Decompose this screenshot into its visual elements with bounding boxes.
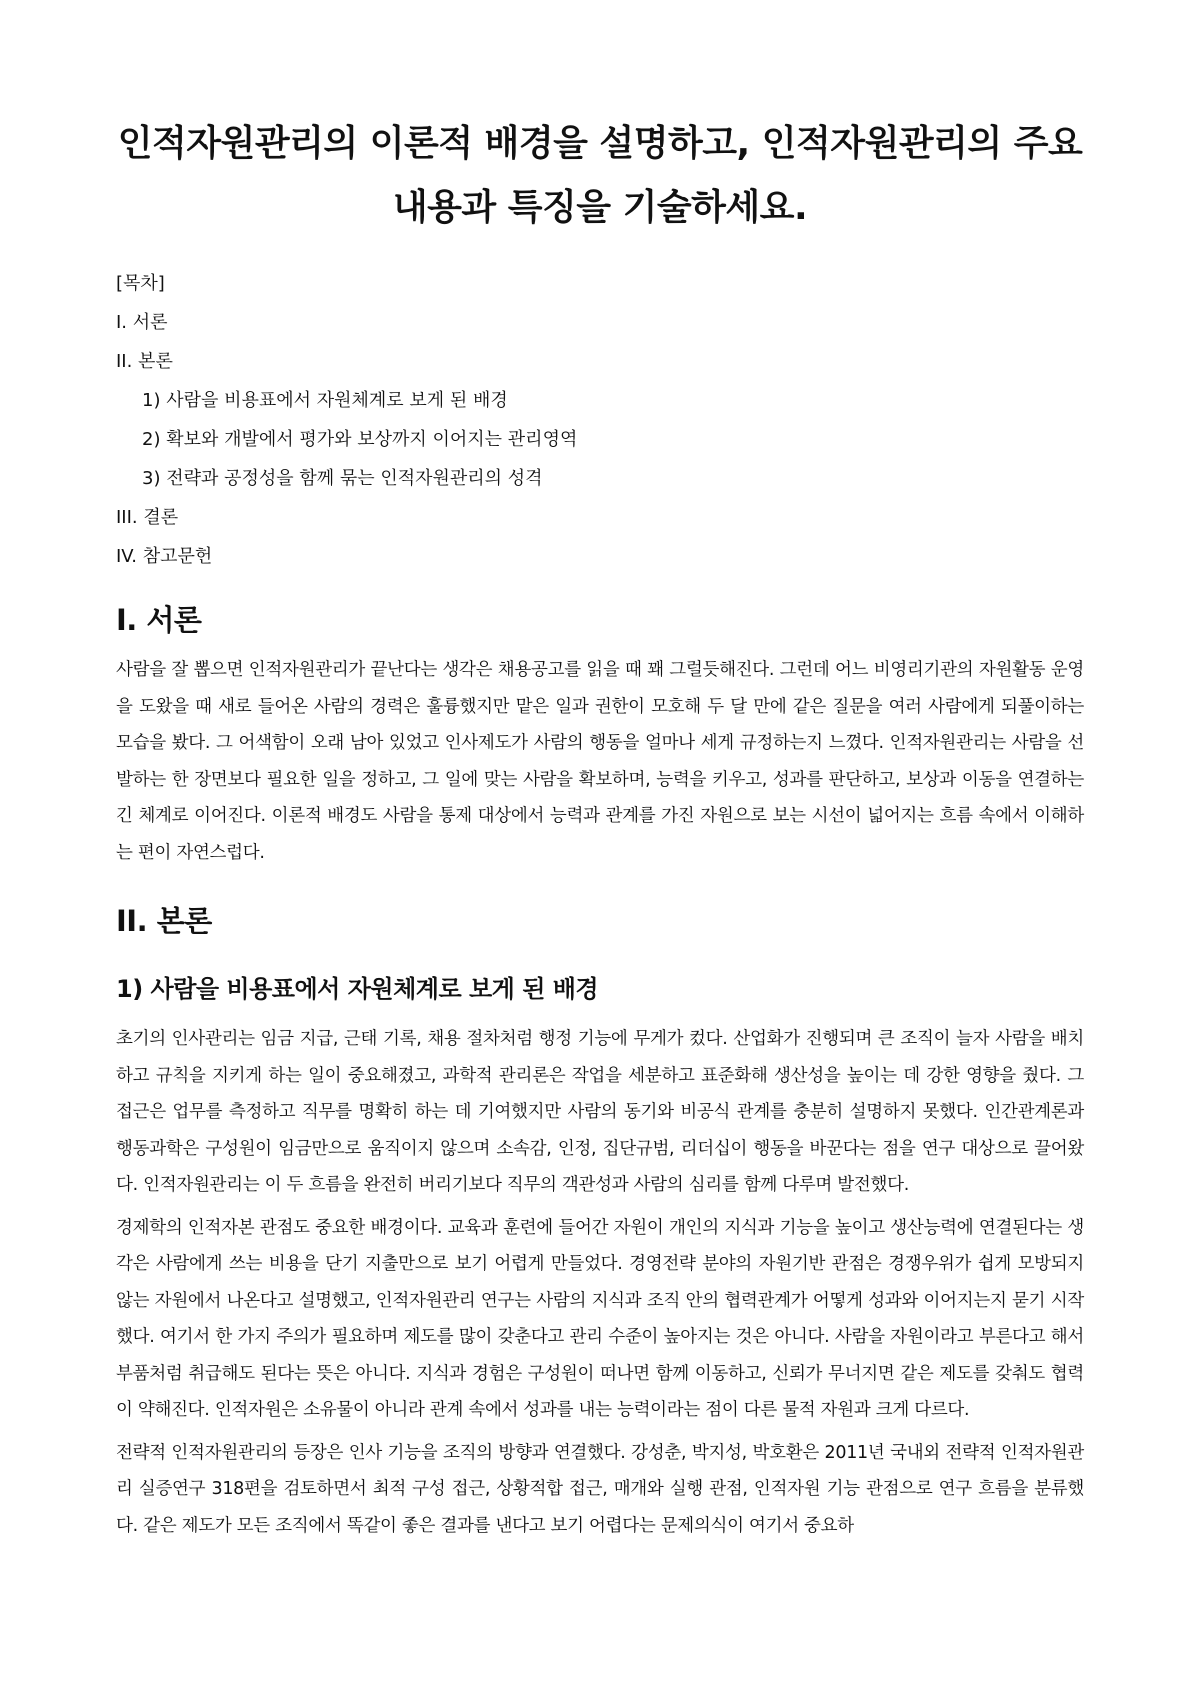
introduction-paragraph: 사람을 잘 뽑으면 인적자원관리가 끝난다는 생각은 채용공고를 읽을 때 꽤 그럴듯해진다. 그런데 어느 비영리기관의 자원활동 운영을 도왔을 때 새로 들어온 사람의 경력은 훌륭했지만 맡은 일과 권한이 모호해 두 달 만에 같은 질문을 여러 사람에게 되풀이하는 모습을 봤다. 그 어색함이 오래 남아 있었고 인사제도가 사람의 행동을 얼마나 세게 규정하는지 느꼈다. 인적자원관리는 사람을 선발하는 한 장면보다 필요한 일을 정하고, 그 일에 맞는 사람을 확보하며, 능력을 키우고, 성과를 판단하고, 보상과 이동을 연결하는 긴 체계로 이어진다. 이론적 배경도 사람을 통제 대상에서 능력과 관계를 가진 자원으로 보는 시선이 넓어지는 흐름 속에서 이해하는 편이 자연스럽다. [116,660,1085,863]
toc-item-references: IV. 참고문헌 [116,546,213,567]
document-title: 인적자원관리의 이론적 배경을 설명하고, 인적자원관리의 주요 내용과 특징을 기술하세요. [117,123,1083,228]
toc-heading: [목차] [116,273,165,294]
table-of-contents [116,264,1084,576]
subsection-heading-background: 1) 사람을 비용표에서 자원체계로 보게 된 배경 [116,975,599,1003]
toc-item-conclusion: III. 결론 [116,507,179,528]
toc-item-body-1: 1) 사람을 비용표에서 자원체계로 보게 된 배경 [142,390,508,411]
background-paragraph-2: 경제학의 인적자본 관점도 중요한 배경이다. 교육과 훈련에 들어간 자원이 개인의 지식과 기능을 높이고 생산능력에 연결된다는 생각은 사람에게 쓰는 비용을 단기 지출만으로 보기 어렵게 만들었다. 경영전략 분야의 자원기반 관점은 경쟁우위가 쉽게 모방되지 않는 자원에서 나온다고 설명했고, 인적자원관리 연구는 사람의 지식과 조직 안의 협력관계가 어떻게 성과와 이어지는지 묻기 시작했다. 여기서 한 가지 주의가 필요하며 제도를 많이 갖춘다고 관리 수준이 높아지는 것은 아니다. 사람을 자원이라고 부른다고 해서 부품처럼 취급해도 된다는 뜻은 아니다. 지식과 경험은 구성원이 떠나면 함께 이동하고, 신뢰가 무너지면 같은 제도를 갖춰도 협력이 약해진다. 인적자원은 소유물이 아니라 관계 속에서 성과를 내는 능력이라는 점이 다른 물적 자원과 크게 다르다. [116,1217,1084,1420]
toc-item-body-2: 2) 확보와 개발에서 평가와 보상까지 이어지는 관리영역 [142,429,578,450]
toc-item-introduction: I. 서론 [116,312,168,333]
background-paragraph-1: 초기의 인사관리는 임금 지급, 근태 기록, 채용 절차처럼 행정 기능에 무게가 컸다. 산업화가 진행되며 큰 조직이 늘자 사람을 배치하고 규칙을 지키게 하는 일이 중요해졌고, 과학적 관리론은 작업을 세분하고 표준화해 생산성을 높이는 데 강한 영향을 줬다. 그 접근은 업무를 측정하고 직무를 명확히 하는 데 기여했지만 사람의 동기와 비공식 관계를 충분히 설명하지 못했다. 인간관계론과 행동과학은 구성원이 임금만으로 움직이지 않으며 소속감, 인정, 집단규범, 리더십이 행동을 바꾼다는 점을 연구 대상으로 끌어왔다. 인적자원관리는 이 두 흐름을 완전히 버리기보다 직무의 객관성과 사람의 심리를 함께 다루며 발전했다. [116,1029,1084,1195]
background-paragraph-3: 전략적 인적자원관리의 등장은 인사 기능을 조직의 방향과 연결했다. 강성춘, 박지성, 박호환은 2011년 국내외 전략적 인적자원관리 실증연구 318편을 검토하면서 최적 구성 접근, 상황적합 접근, 매개와 실행 관점, 인적자원 기능 관점으로 연구 흐름을 분류했다. 같은 제도가 모든 조직에서 똑같이 좋은 결과를 낸다고 보기 어렵다는 문제의식이 여기서 중요하 [116,1442,1084,1536]
toc-item-body-3: 3) 전략과 공정성을 함께 묶는 인적자원관리의 성격 [142,468,543,489]
section-heading-body: II. 본론 [116,904,212,938]
toc-item-body: II. 본론 [116,351,173,372]
section-heading-introduction: I. 서론 [116,603,202,637]
